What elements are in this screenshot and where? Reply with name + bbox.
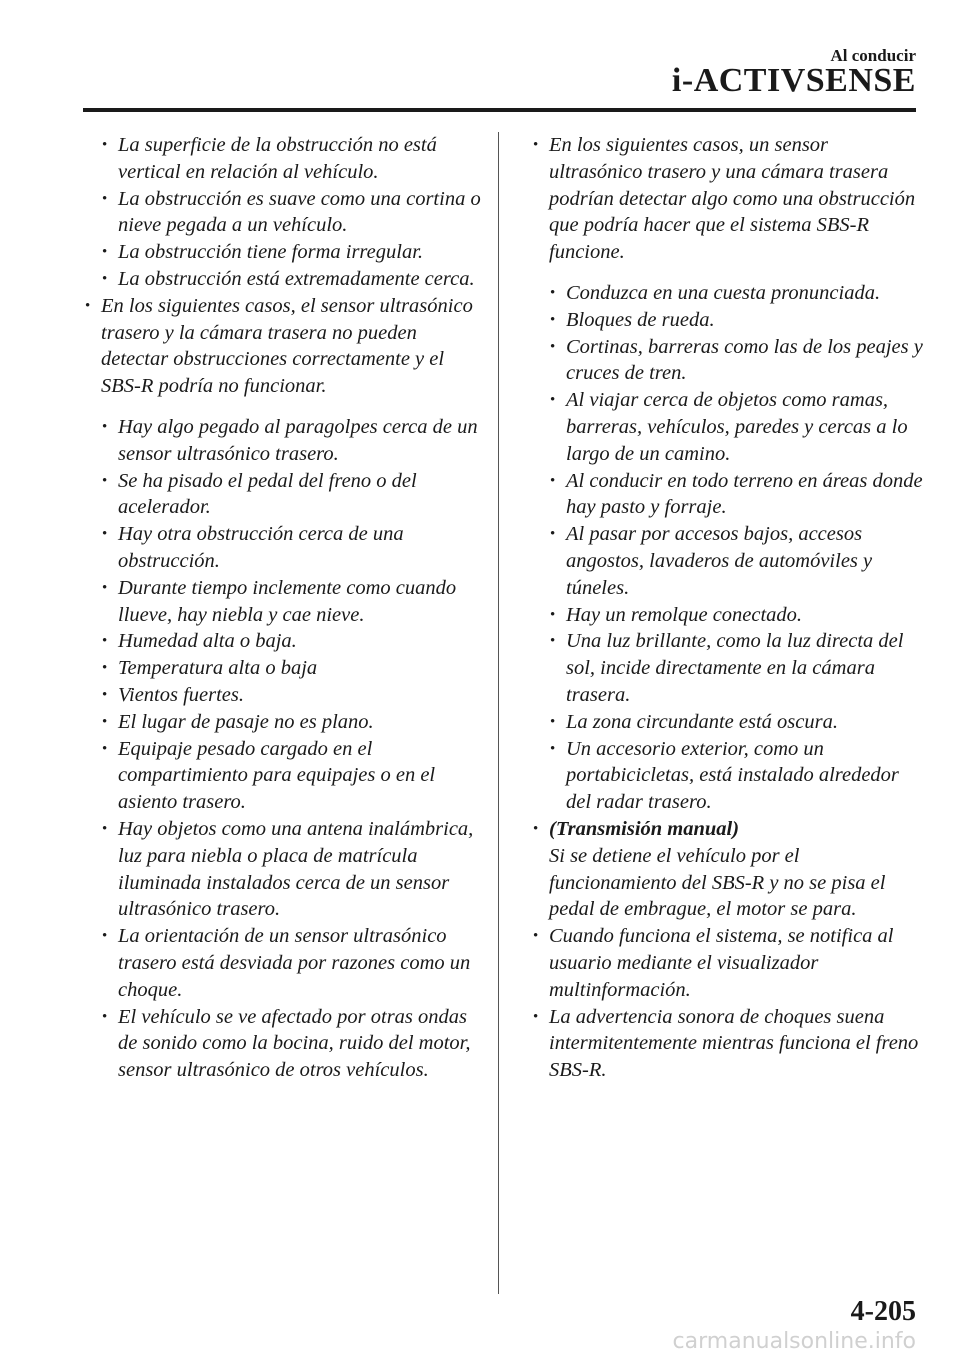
case-list <box>83 293 483 400</box>
list-item <box>83 816 483 923</box>
bullet-icon: • <box>550 338 556 355</box>
list-item-text: Bloques de rueda. <box>566 308 715 331</box>
list-item-text: El lugar de pasaje no es plano. <box>118 710 374 733</box>
manual-heading: (Transmisión manual) <box>549 817 740 840</box>
bullet-icon: • <box>550 633 556 650</box>
detect-bullet-list <box>531 280 923 816</box>
manual-transmission-note <box>531 816 923 923</box>
bullet-icon: • <box>102 928 108 945</box>
bullet-icon: • <box>102 579 108 596</box>
list-item <box>83 628 483 655</box>
bullet-icon: • <box>102 1008 108 1025</box>
list-item <box>531 709 923 736</box>
list-item <box>83 655 483 682</box>
list-item <box>83 414 483 468</box>
list-item-text: Vientos fuertes. <box>118 683 245 706</box>
list-item-text: La orientación de un sensor ultrasónico trasero está desviada por razones como un choque. <box>118 925 471 1001</box>
list-item-text: Temperatura alta o baja <box>118 657 318 680</box>
list-item-text: Hay un remolque conectado. <box>566 603 803 626</box>
list-item-text: La obstrucción tiene forma irregular. <box>118 241 424 264</box>
list-item <box>531 468 923 522</box>
bullet-icon: • <box>102 713 108 730</box>
list-item <box>531 307 923 334</box>
list-item-text: La obstrucción está extremadamente cerca. <box>118 267 475 290</box>
detect-list <box>531 132 923 266</box>
bullet-icon: • <box>85 297 91 314</box>
bullet-icon: • <box>550 713 556 730</box>
bullet-icon: • <box>102 190 108 207</box>
list-item-text: Durante tiempo inclemente como cuando llueve, hay niebla y cae nieve. <box>118 576 457 626</box>
list-item-text: Cortinas, barreras como las de los peajes y cruces de tren. <box>566 335 923 385</box>
manual-text: Si se detiene el vehículo por el funcionamiento del SBS-R y no se pisa el pedal de embrague, el motor se para. <box>549 844 886 921</box>
bullet-icon: • <box>102 660 108 677</box>
list-item-text: La superficie de la obstrucción no está vertical en relación al vehículo. <box>118 134 437 183</box>
list-item-text: Equipaje pesado cargado en el compartimiento para equipajes o en el asiento trasero. <box>118 737 436 814</box>
list-item <box>531 602 923 629</box>
bullet-icon: • <box>550 284 556 301</box>
list-item <box>83 682 483 709</box>
list-item <box>83 521 483 575</box>
case-bullet-list <box>83 414 483 1084</box>
bullet-icon: • <box>102 686 108 703</box>
bullet-icon: • <box>533 137 539 153</box>
list-item-text: El vehículo se ve afectado por otras ondas de sonido como la bocina, ruido del motor, sensor ultrasónico de otros vehículos. <box>118 1005 471 1082</box>
bullet-icon: • <box>550 392 556 409</box>
bullet-icon: • <box>533 1008 539 1025</box>
list-item <box>531 628 923 708</box>
list-item <box>531 280 923 307</box>
list-item <box>83 923 483 1003</box>
bullet-icon: • <box>550 740 556 757</box>
section-label: Al conducir <box>830 46 916 65</box>
header-divider <box>83 108 916 112</box>
page-number: 4-205 <box>850 1296 916 1327</box>
bullet-icon: • <box>533 928 539 945</box>
list-item <box>83 266 483 293</box>
bullet-icon: • <box>102 472 108 489</box>
list-item <box>83 736 483 816</box>
notify-note <box>531 923 923 1003</box>
bullet-icon: • <box>102 270 108 287</box>
list-item <box>531 521 923 601</box>
detect-intro-text: En los siguientes casos, un sensor ultrasónico trasero y una cámara trasera podrían detectar algo como una obstrucción que podría hacer que el sistema SBS-R funcione. <box>549 134 916 264</box>
list-item <box>83 1004 483 1084</box>
bullet-icon: • <box>102 820 108 837</box>
list-item-text: Conduzca en una cuesta pronunciada. <box>566 281 881 304</box>
list-item <box>83 132 483 186</box>
list-item <box>83 575 483 629</box>
page-title: i-ACTIVSENSE <box>671 62 916 99</box>
list-item-text: Hay objetos como una antena inalámbrica, luz para niebla o placa de matrícula iluminada instalados cerca de un sensor ultrasónico trasero. <box>118 817 474 921</box>
list-item-text: Hay algo pegado al paragolpes cerca de un sensor ultrasónico trasero. <box>118 415 478 465</box>
list-item <box>83 239 483 266</box>
list-item <box>531 736 923 816</box>
list-item <box>83 468 483 522</box>
list-item-text: Al pasar por accesos bajos, accesos angostos, lavaderos de automóviles y túneles. <box>566 523 873 599</box>
detect-intro <box>531 132 923 266</box>
bullet-icon: • <box>102 137 108 153</box>
list-item-text: Hay otra obstrucción cerca de una obstrucción. <box>118 523 404 572</box>
bullet-icon: • <box>102 244 108 261</box>
bullet-icon: • <box>102 633 108 650</box>
list-item-text: Al viajar cerca de objetos como ramas, barreras, vehículos, paredes y cercas a lo largo de un camino. <box>566 389 908 465</box>
list-item-text: Una luz brillante, como la luz directa del sol, incide directamente en la cámara trasera. <box>566 630 904 706</box>
list-item-text: La obstrucción es suave como una cortina o nieve pegada a un vehículo. <box>118 187 481 237</box>
case-intro <box>83 293 483 400</box>
list-item-text: Se ha pisado el pedal del freno o del acelerador. <box>118 469 417 519</box>
bullet-icon: • <box>550 526 556 543</box>
notes-list <box>531 816 923 1084</box>
right-column <box>531 132 923 1084</box>
list-item <box>531 387 923 467</box>
top-bullet-list <box>83 132 483 293</box>
bullet-icon: • <box>533 820 539 837</box>
list-item <box>83 186 483 240</box>
notify-text: Cuando funciona el sistema, se notifica al usuario mediante el visualizador multinformación. <box>549 925 894 1001</box>
watermark: carmanualsonline.info <box>672 1329 916 1354</box>
warning-note <box>531 1004 923 1084</box>
bullet-icon: • <box>550 311 556 328</box>
left-column <box>83 132 483 1084</box>
bullet-icon: • <box>102 526 108 543</box>
column-divider <box>498 132 499 1294</box>
bullet-icon: • <box>550 472 556 489</box>
list-item <box>531 334 923 388</box>
list-item <box>83 709 483 736</box>
list-item-text: La zona circundante está oscura. <box>566 710 838 733</box>
bullet-icon: • <box>550 606 556 623</box>
bullet-icon: • <box>102 740 108 757</box>
list-item-text: Un accesorio exterior, como un portabicicletas, está instalado alrededor del radar trasero. <box>566 737 899 814</box>
warning-text: La advertencia sonora de choques suena intermitentemente mientras funciona el freno SBS-R. <box>549 1005 919 1082</box>
case-intro-text: En los siguientes casos, el sensor ultrasónico trasero y la cámara trasera no pueden detectar obstrucciones correctamente y el SBS-R podría no funcionar. <box>101 294 473 398</box>
list-item-text: Humedad alta o baja. <box>118 630 297 653</box>
bullet-icon: • <box>102 418 108 435</box>
list-item-text: Al conducir en todo terreno en áreas donde hay pasto y forraje. <box>566 469 923 519</box>
